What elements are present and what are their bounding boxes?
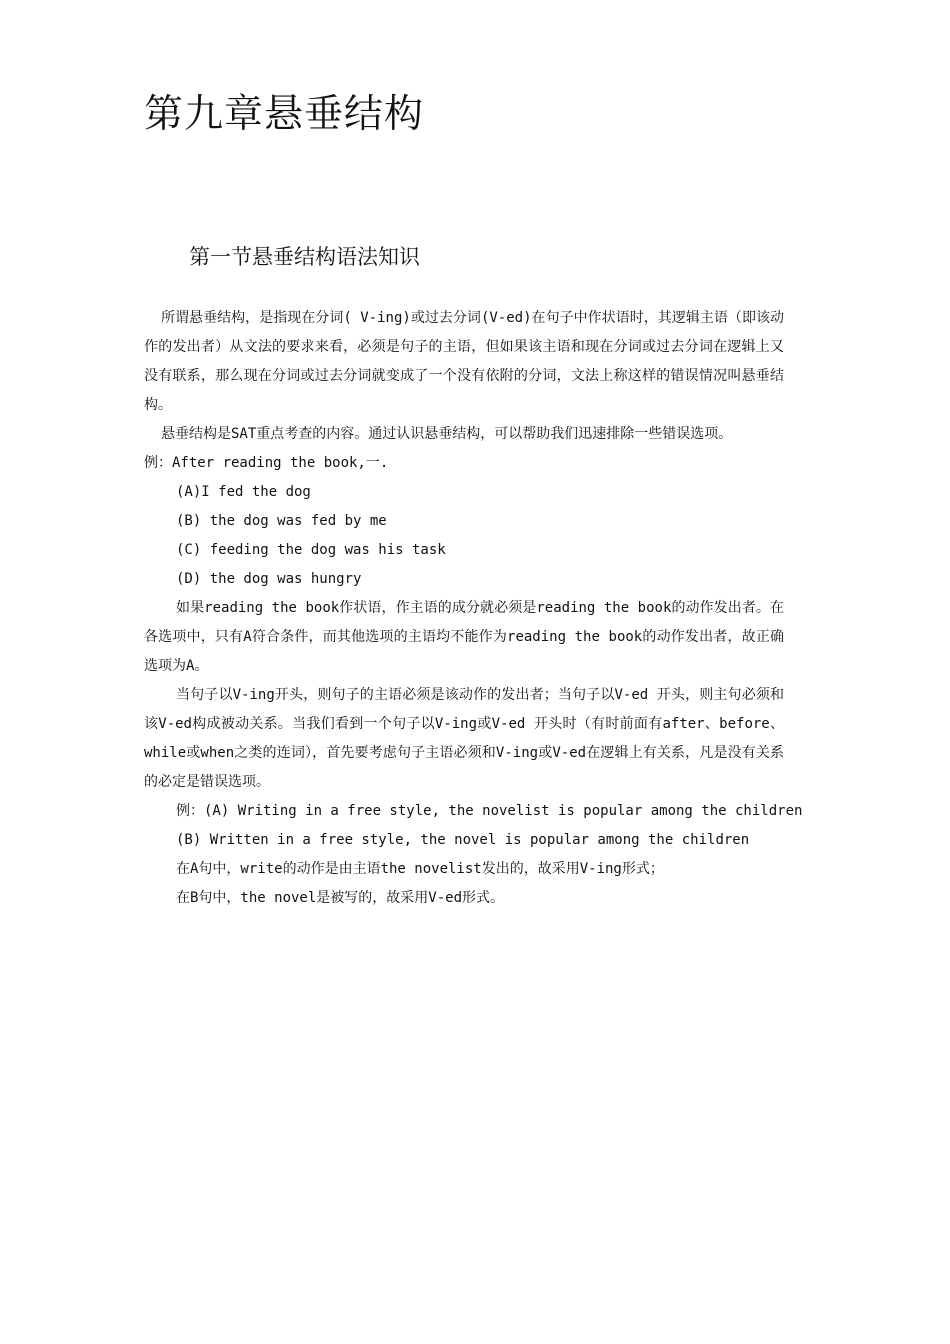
example-option-b: (B) the dog was fed by me — [176, 513, 387, 529]
example2-line-b: (B) Written in a free style, the novel is popular among the children — [176, 832, 750, 848]
example-stem: 例：After reading the book,一. — [144, 455, 389, 471]
example-option-d: (D) the dog was hungry — [176, 571, 362, 587]
example-option-a: (A)I fed the dog — [176, 484, 311, 500]
paragraph-explanation: 如果reading the book作状语，作主语的成分就必须是reading the book的动作发出者。在各选项中，只有A符合条件，而其他选项的主语均不能作为reading the book的动作发出者，故正确选项为A。 — [144, 600, 784, 674]
example-option-c: (C) feeding the dog was his task — [176, 542, 446, 558]
example2-explain-b: 在B句中，the novel是被写的，故采用V-ed形式。 — [176, 890, 505, 906]
paragraph-rule: 当句子以V-ing开头，则句子的主语必须是该动作的发出者；当句子以V-ed 开头，则主句必须和该V-ed构成被动关系。当我们看到一个句子以V-ing或V-ed 开头时（有时前面有after、before、while或when之类的连词），首先要考虑句子主语必须和V-ing或V-ed在逻辑上有关系，凡是没有关系的必定是错误选项。 — [144, 687, 784, 790]
paragraph-importance: 悬垂结构是SAT重点考查的内容。通过认识悬垂结构，可以帮助我们迅速排除一些错误选项。 — [161, 426, 733, 442]
example2-explain-a: 在A句中，write的动作是由主语the novelist发出的，故采用V-ing形式； — [176, 861, 664, 877]
example2-line-a: 例：(A) Writing in a free style, the novelist is popular among the children — [176, 803, 803, 819]
chapter-title: 第九章悬垂结构 — [144, 92, 425, 137]
paragraph-definition: 所谓悬垂结构，是指现在分词( V-ing)或过去分词(V-ed)在句子中作状语时，其逻辑主语（即该动作的发出者）从文法的要求来看，必须是句子的主语，但如果该主语和现在分词或过去分词在逻辑上又没有联系，那么现在分词或过去分词就变成了一个没有依附的分词，文法上称这样的错误情况叫悬垂结构。 — [144, 310, 784, 413]
section-title: 第一节悬垂结构语法知识 — [189, 245, 420, 269]
document-body — [144, 304, 803, 913]
